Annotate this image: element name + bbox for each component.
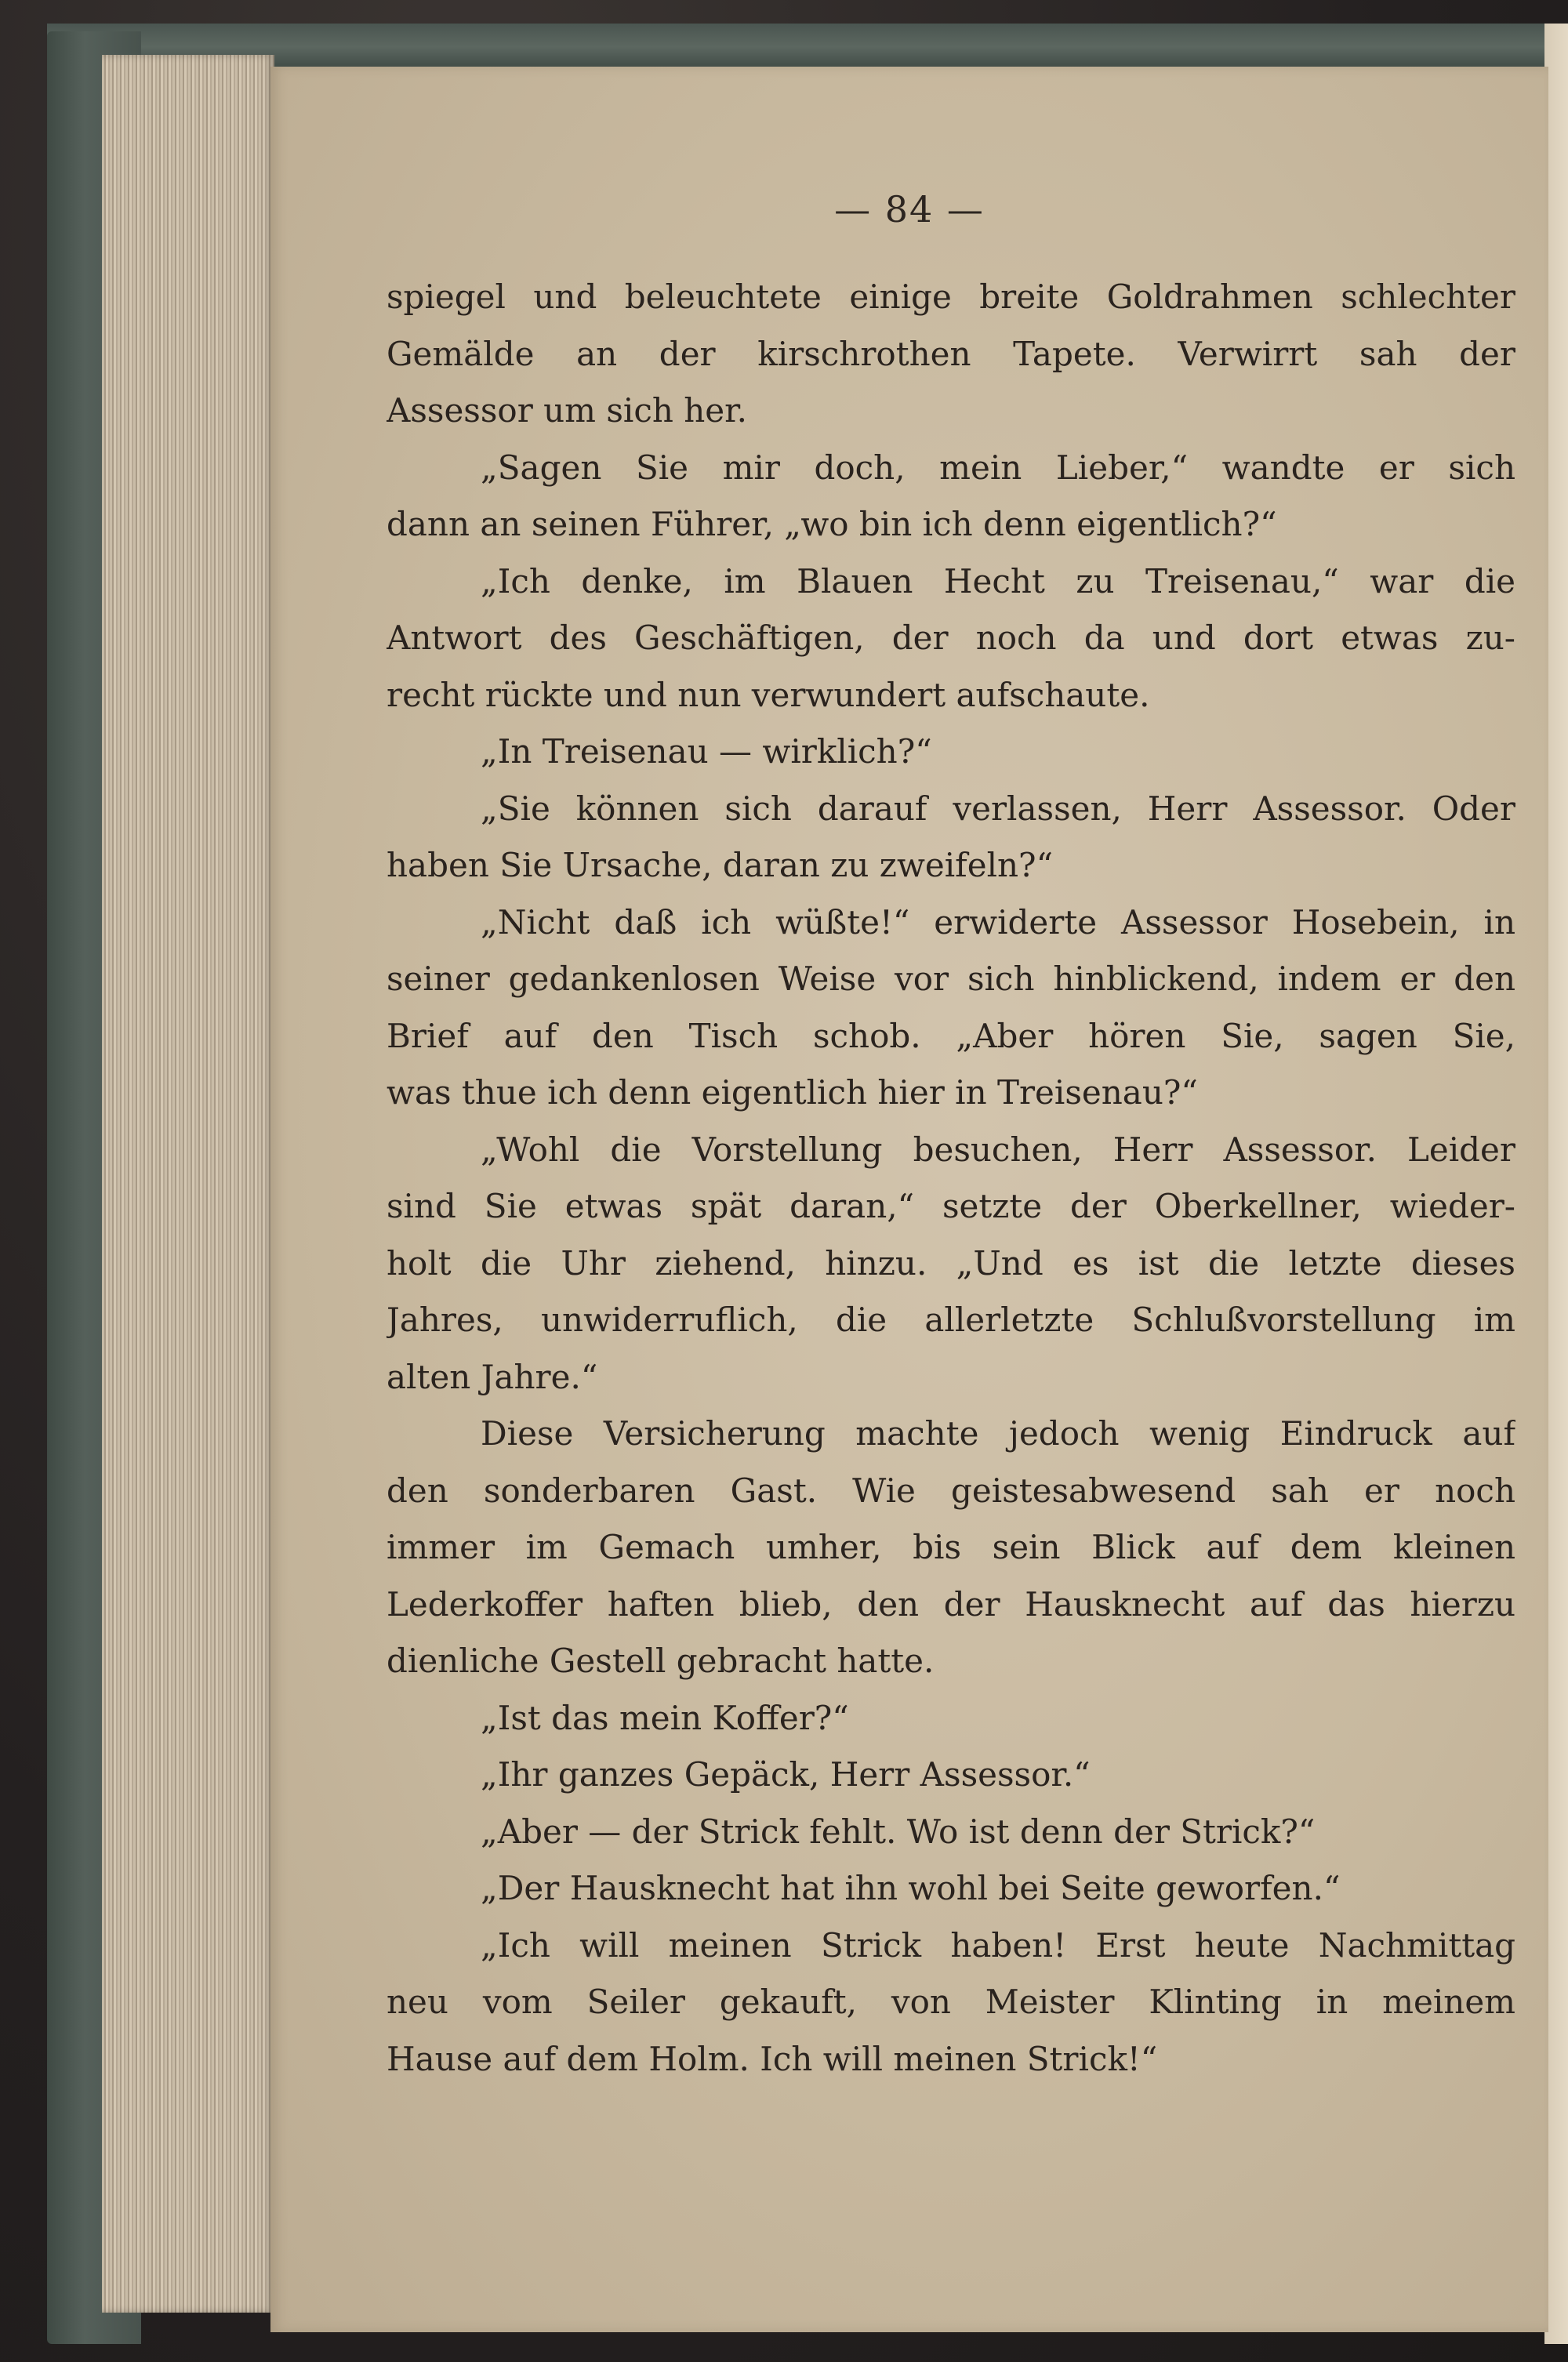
text-line: „Aber — der Strick fehlt. Wo ist denn der Strick?“ (481, 1812, 1316, 1851)
text-line: „Ist das mein Koffer?“ (481, 1698, 849, 1737)
text-line: spiegel und beleuchtete einige breite Goldrahmen schlechter (387, 278, 1515, 316)
text-line: „Wohl die Vorstellung besuchen, Herr Assessor. Leider (481, 1130, 1515, 1169)
text-line: „Ich will meinen Strick haben! Erst heute Nachmittag (481, 1925, 1515, 1965)
page-number: — 84 — (834, 188, 985, 230)
text-line: seiner gedankenlosen Weise vor sich hinblickend, indem er den (387, 960, 1515, 998)
text-line: „Sie können sich darauf verlassen, Herr Assessor. Oder (481, 789, 1515, 828)
text-line: Diese Versicherung machte jedoch wenig Eindruck auf (481, 1414, 1515, 1453)
text-line: alten Jahre.“ (387, 1357, 598, 1396)
book-cover-top-edge (47, 24, 1568, 71)
text-line: „Der Hausknecht hat ihn wohl bei Seite geworfen.“ (481, 1869, 1341, 1907)
text-line: Hause auf dem Holm. Ich will meinen Strick!“ (387, 2039, 1158, 2078)
page-stack-edges (102, 55, 274, 2313)
text-line: was thue ich denn eigentlich hier in Treisenau?“ (387, 1073, 1198, 1112)
text-line: Lederkoffer haften blieb, den der Hausknecht auf das hierzu (387, 1584, 1515, 1624)
text-line: Gemälde an der kirschrothen Tapete. Verwirrt sah der (387, 334, 1515, 373)
body-text (387, 269, 1515, 2088)
book-page (270, 67, 1548, 2332)
text-line: „Sagen Sie mir doch, mein Lieber,“ wandte er sich (481, 448, 1515, 487)
text-line: Assessor um sich her. (387, 391, 747, 430)
text-line: Jahres, unwiderruflich, die allerletzte Schlußvorstellung im (387, 1301, 1515, 1339)
text-line: den sonderbaren Gast. Wie geistesabwesend sah er noch (387, 1471, 1515, 1510)
text-line: immer im Gemach umher, bis sein Blick auf dem kleinen (387, 1528, 1515, 1566)
text-line: sind Sie etwas spät daran,“ setzte der Oberkellner, wieder- (387, 1187, 1515, 1225)
text-line: „Ich denke, im Blauen Hecht zu Treisenau,“ war die (481, 561, 1515, 600)
text-line: „In Treisenau — wirklich?“ (481, 732, 932, 771)
text-line: recht rückte und nun verwundert aufschaute. (387, 675, 1150, 714)
text-line: haben Sie Ursache, daran zu zweifeln?“ (387, 846, 1054, 884)
text-line: Brief auf den Tisch schob. „Aber hören Sie, sagen Sie, (387, 1016, 1515, 1055)
text-line: holt die Uhr ziehend, hinzu. „Und es ist die letzte dieses (387, 1243, 1515, 1283)
text-line: dienliche Gestell gebracht hatte. (387, 1642, 935, 1680)
text-line: dann an seinen Führer, „wo bin ich denn eigentlich?“ (387, 505, 1277, 543)
text-line: „Nicht daß ich wüßte!“ erwiderte Assessor Hosebein, in (481, 902, 1515, 942)
text-line: Antwort des Geschäftigen, der noch da und dort etwas zu- (387, 619, 1515, 657)
text-line: „Ihr ganzes Gepäck, Herr Assessor.“ (481, 1755, 1091, 1794)
text-line: neu vom Seiler gekauft, von Meister Klinting in meinem (387, 1983, 1515, 2021)
